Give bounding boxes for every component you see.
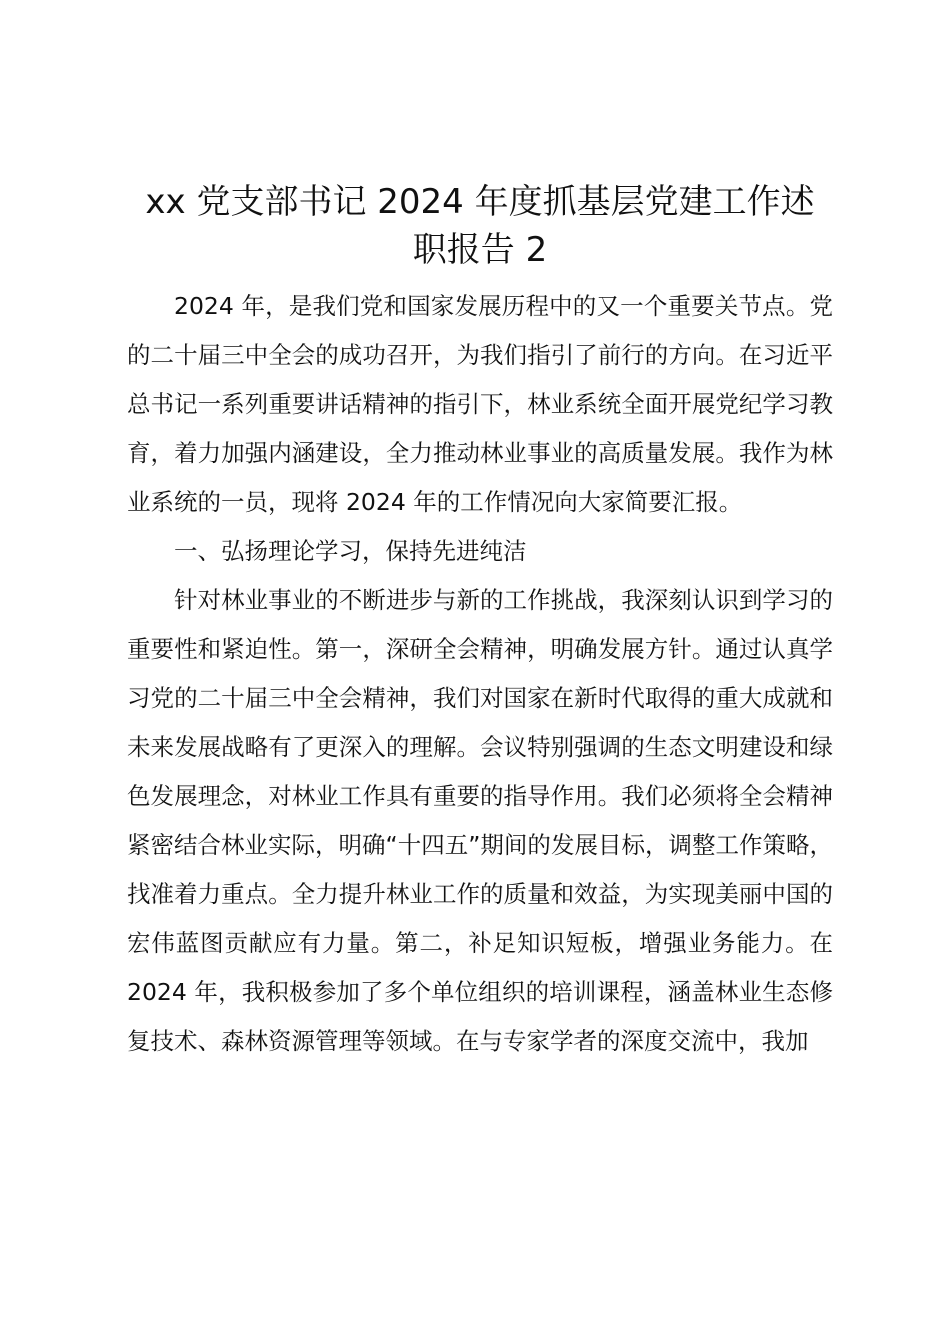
document-title xyxy=(127,178,833,274)
title-line-2: 职报告 2 xyxy=(412,230,548,270)
section-1-paragraph: 针对林业事业的不断进步与新的工作挑战，我深刻认识到学习的重要性和紧迫性。第一，深研全会精神，明确发展方针。通过认真学习党的二十届三中全会精神，我们对国家在新时代取得的重大成就和未来发展战略有了更深入的理解。会议特别强调的生态文明建设和绿色发展理念，对林业工作具有重要的指导作用。我们必须将全会精神紧密结合林业实际，明确“十四五”期间的发展目标，调整工作策略，找准着力重点。全力提升林业工作的质量和效益，为实现美丽中国的宏伟蓝图贡献应有力量。第二，补足知识短板，增强业务能力。在 2024 年，我积极参加了多个单位组织的培训课程，涵盖林业生态修复技术、森林资源管理等领域。在与专家学者的深度交流中，我加 xyxy=(127,586,833,1055)
document-body xyxy=(127,282,833,1066)
section-heading-1: 一、弘扬理论学习，保持先进纯洁 xyxy=(174,537,527,565)
intro-paragraph: 2024 年，是我们党和国家发展历程中的又一个重要关节点。党的二十届三中全会的成功召开，为我们指引了前行的方向。在习近平总书记一系列重要讲话精神的指引下，林业系统全面开展党纪学习教育，着力加强内涵建设，全力推动林业事业的高质量发展。我作为林业系统的一员，现将 2024 年的工作情况向大家简要汇报。 xyxy=(127,292,833,516)
title-line-1: xx 党支部书记 2024 年度抓基层党建工作述 xyxy=(145,182,815,222)
